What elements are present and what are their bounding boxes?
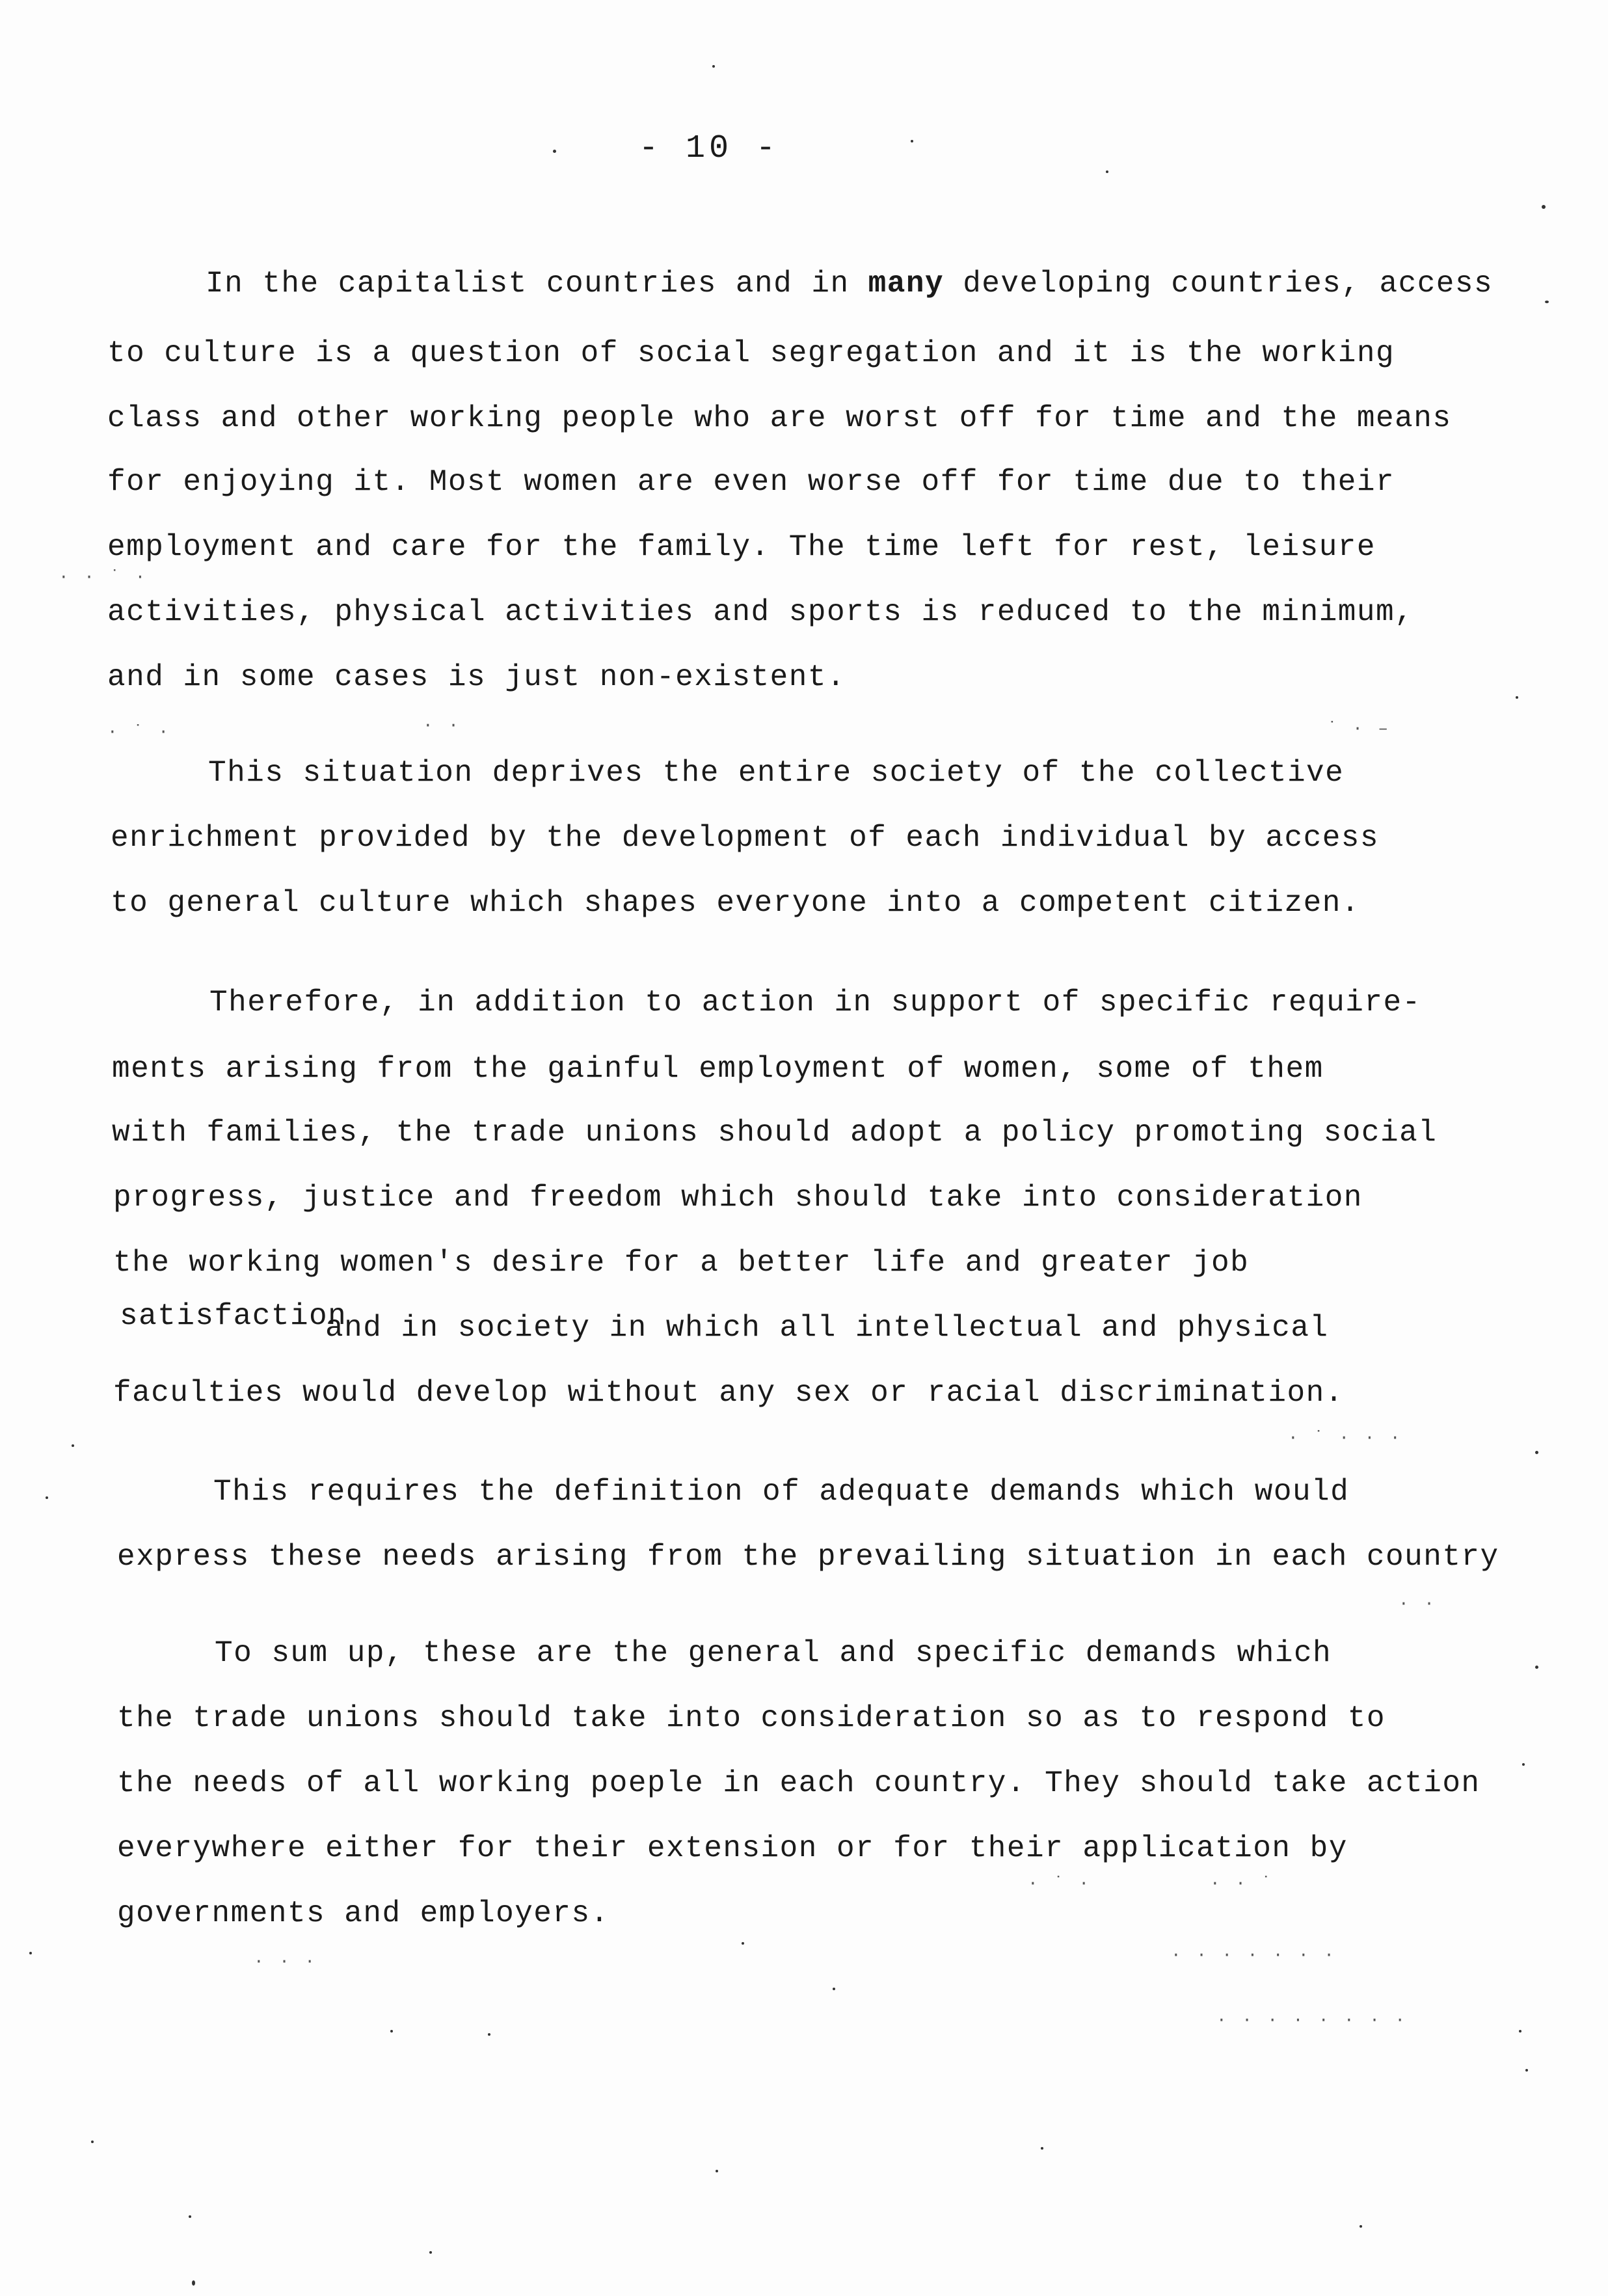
text-line: the needs of all working poeple in each country. They should take action <box>117 1766 1481 1800</box>
text-line: This requires the definition of adequate demands which would <box>213 1475 1350 1509</box>
scan-speck <box>72 1444 74 1447</box>
text-line: everywhere either for their extension or for their application by <box>117 1831 1348 1865</box>
text-line: progress, justice and freedom which should take into consideration <box>113 1181 1363 1215</box>
text-line: activities, physical activities and sports is reduced to the minimum, <box>107 595 1414 629</box>
scan-speck <box>1519 2030 1521 2033</box>
scan-speck <box>742 1942 744 1945</box>
scan-speck <box>488 2033 490 2036</box>
scan-speck <box>1545 301 1549 303</box>
scan-speck <box>1106 170 1108 173</box>
text-line: the working women's desire for a better life and greater job <box>113 1246 1250 1280</box>
scan-speck <box>390 2030 393 2033</box>
text-line: to culture is a question of social segregation and it is the working <box>107 336 1395 370</box>
text-line: for enjoying it. Most women are even worse off for time due to their <box>107 465 1395 499</box>
text-line: Therefore, in addition to action in support of specific require- <box>209 986 1421 1020</box>
scan-speck <box>91 2141 94 2143</box>
scan-speck <box>1535 1666 1538 1669</box>
text-line: To sum up, these are the general and specific demands which <box>215 1636 1332 1670</box>
text-line: governments and employers. <box>117 1897 610 1930</box>
scan-speck <box>1542 205 1546 209</box>
scan-noise: · · <box>1399 1594 1437 1614</box>
scan-noise: · · · · · · · · <box>1216 2010 1408 2030</box>
scan-speck <box>29 1952 32 1954</box>
text-line: satisfaction <box>120 1299 347 1333</box>
scan-noise: · ˙ · <box>107 722 172 742</box>
text-line: class and other working people who are worst off for time and the means <box>107 401 1452 435</box>
emphasis-word: many <box>868 267 945 301</box>
text-line: and in some cases is just non-existent. <box>107 660 846 694</box>
scan-noise: · · <box>423 716 461 735</box>
text-segment: developing countries, access <box>944 267 1494 301</box>
text-line <box>206 269 1493 299</box>
scan-speck <box>1535 1451 1538 1454</box>
text-line: express these needs arising from the prevailing situation in each country <box>117 1540 1499 1574</box>
scan-speck <box>189 2215 191 2218</box>
scan-speck <box>1360 2225 1362 2228</box>
scan-speck <box>712 65 715 68</box>
scan-noise: · ˙ · · · <box>1288 1428 1403 1448</box>
scan-speck <box>1522 1763 1525 1766</box>
scan-noise: ˙ · – <box>1327 719 1391 738</box>
scan-speck <box>46 1496 48 1499</box>
scan-speck <box>553 150 556 153</box>
scan-noise: · · ˙ <box>1210 1874 1274 1893</box>
text-line: faculties would develop without any sex or racial discrimination. <box>113 1376 1344 1410</box>
scan-speck <box>192 2280 195 2286</box>
text-line: employment and care for the family. The time left for rest, leisure <box>107 530 1376 564</box>
scan-speck <box>1516 696 1518 699</box>
text-line: This situation deprives the entire society of the collective <box>208 756 1345 790</box>
text-line: the trade unions should take into consideration so as to respond to <box>117 1701 1386 1735</box>
scan-speck <box>716 2170 718 2172</box>
scan-speck <box>911 140 913 142</box>
scan-speck <box>1041 2147 1043 2150</box>
text-line: enrichment provided by the development of each individual by access <box>111 821 1380 855</box>
text-line: ments arising from the gainful employment of women, some of them <box>112 1052 1324 1086</box>
text-line: to general culture which shapes everyone into a competent citizen. <box>111 886 1360 920</box>
scan-noise: · · · <box>254 1952 318 1971</box>
scan-speck <box>429 2251 432 2254</box>
scan-noise: · · · · · · · <box>1171 1945 1337 1965</box>
text-line: with families, the trade unions should adopt a policy promoting social <box>112 1116 1438 1150</box>
scan-speck <box>833 1988 835 1990</box>
page-number: - 10 - <box>638 130 780 167</box>
scan-noise: · · ˙ · <box>59 567 148 587</box>
scan-speck <box>1525 2069 1528 2072</box>
scan-noise: · ˙ · <box>1028 1874 1092 1893</box>
text-line: and in society in which all intellectual and physical <box>325 1311 1329 1345</box>
text-segment: In the capitalist countries and in <box>206 267 868 301</box>
